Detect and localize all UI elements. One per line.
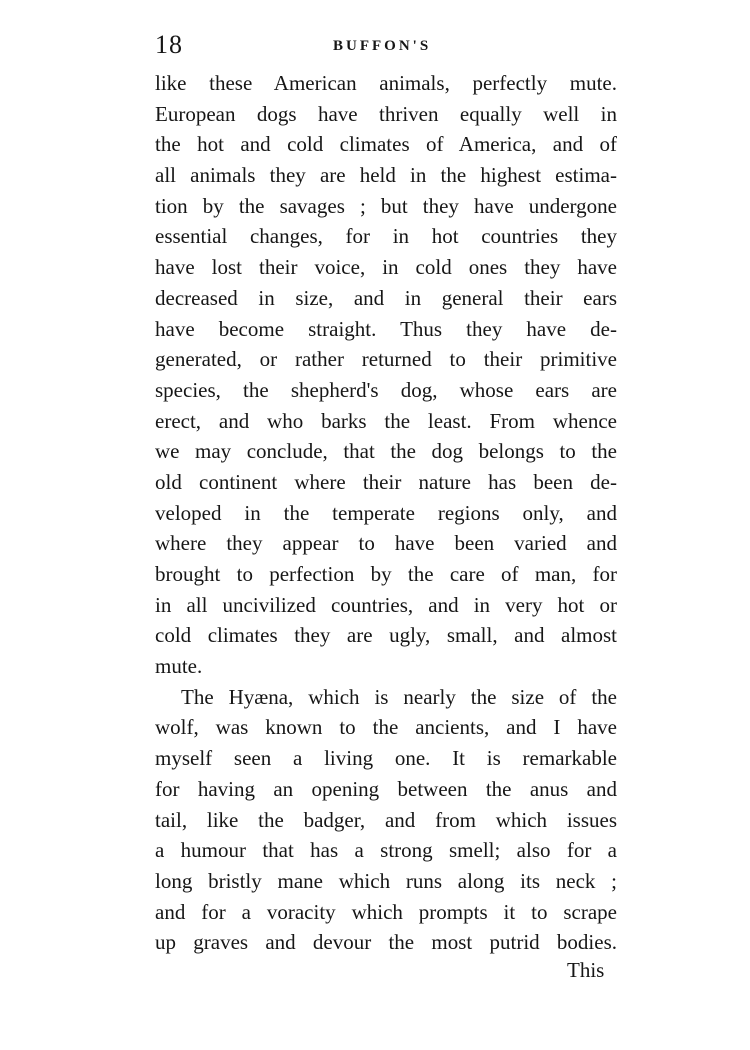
text-line: have become straight. Thus they have de- — [155, 316, 617, 341]
text-line: veloped in the temperate regions only, and — [155, 500, 617, 525]
page-number: 18 — [155, 30, 183, 59]
page-header — [155, 28, 615, 62]
catchword: This — [567, 958, 605, 982]
text-line: like these American animals, perfectly mute. — [155, 71, 617, 95]
text-line: myself seen a living one. It is remarkable — [155, 746, 617, 771]
text-line: for having an opening between the anus and — [155, 776, 617, 801]
text-line: old continent where their nature has been de- — [155, 469, 617, 494]
text-line: up graves and devour the most putrid bodies. — [155, 930, 617, 955]
text-line: we may conclude, that the dog belongs to the — [155, 439, 617, 464]
paragraph-1 — [155, 68, 617, 682]
text-line: tion by the savages ; but they have undergone — [155, 193, 617, 218]
text-line: erect, and who barks the least. From whence — [155, 408, 617, 433]
text-line: decreased in size, and in general their ears — [155, 285, 617, 310]
text-line: long bristly mane which runs along its neck ; — [155, 868, 617, 893]
text-line: brought to perfection by the care of man, for — [155, 562, 617, 586]
text-line: a humour that has a strong smell; also for a — [155, 838, 617, 863]
text-line: where they appear to have been varied and — [155, 531, 617, 556]
paragraph-2 — [155, 682, 617, 958]
text-line: generated, or rather returned to their primitive — [155, 347, 617, 372]
body-text — [155, 68, 617, 958]
text-line: the hot and cold climates of America, and of — [155, 132, 617, 157]
text-line: essential changes, for in hot countries they — [155, 224, 617, 249]
text-line: European dogs have thriven equally well in — [155, 101, 617, 126]
text-line: in all uncivilized countries, and in very hot or — [155, 592, 617, 617]
text-line: cold climates they are ugly, small, and almost — [155, 623, 617, 648]
text-line: have lost their voice, in cold ones they have — [155, 255, 617, 280]
text-line: and for a voracity which prompts it to scrape — [155, 899, 617, 924]
text-line: mute. — [155, 654, 203, 679]
running-head: BUFFON'S — [333, 38, 432, 54]
text-line: tail, like the badger, and from which issues — [155, 807, 617, 832]
text-line: wolf, was known to the ancients, and I have — [155, 715, 617, 740]
text-line: The Hyæna, which is nearly the size of the — [181, 684, 617, 709]
text-line: species, the shepherd's dog, whose ears are — [155, 377, 617, 402]
text-line: all animals they are held in the highest estima- — [155, 163, 617, 188]
